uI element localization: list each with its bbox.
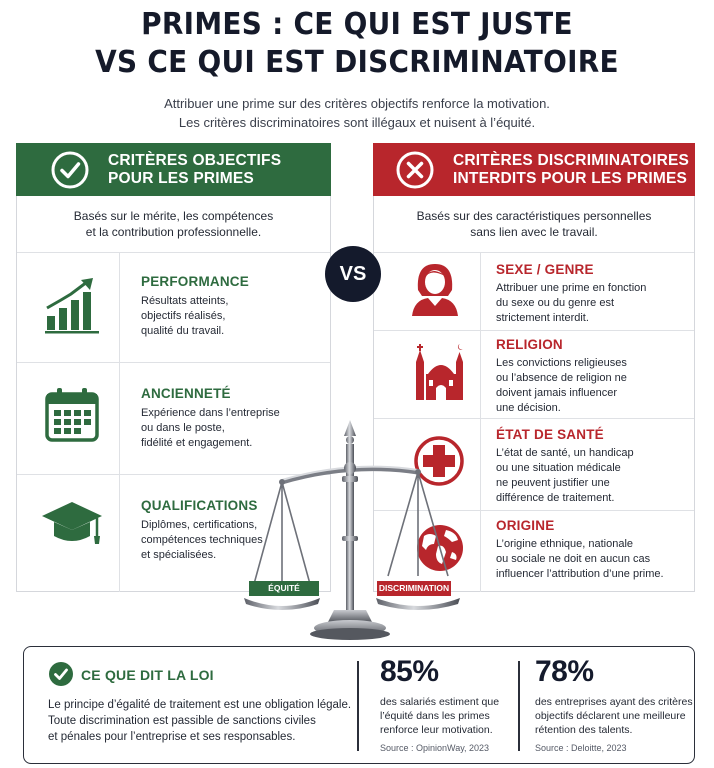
stat-value: 85% [380,655,439,688]
check-circle-icon [50,150,90,190]
woman-icon [408,260,462,318]
criterion-origin-desc [496,537,664,582]
desc-line: fidélité et engagement. [141,437,253,449]
religious-buildings-icon [410,342,466,402]
divider [374,252,694,253]
stat-source: Source : OpinionWay, 2023 [380,743,490,753]
desc-line: L’état de santé, un handicap [496,447,634,459]
desc-line: différence de traitement. [496,492,615,504]
desc-line: influencer l’attribution d’une prime. [496,568,664,580]
stat-source: Source : Deloitte, 2023 [535,743,627,753]
discriminatory-intro-line1: Basés sur des caractéristiques personnelles [416,209,652,223]
criterion-gender-desc [496,281,646,326]
page-subtitle [0,94,714,132]
law-line: Toute discrimination est passible de sanctions civiles [48,715,316,727]
discriminatory-heading-line1: CRITÈRES DISCRIMINATOIRES [453,151,690,169]
law-line: Le principe d’égalité de traitement est une obligation légale. [48,699,352,711]
law-title: CE QUE DIT LA LOI [81,667,214,683]
desc-line: Les convictions religieuses [496,357,627,369]
desc-line: strictement interdit. [496,312,589,324]
graduation-cap-icon [39,496,105,552]
subtitle-line2: Les critères discriminatoires sont illégaux et nuisent à l’équité. [178,115,536,130]
divider [17,252,330,253]
discriminatory-heading-line2: INTERDITS POUR LES PRIMES [453,169,688,187]
column-divider [480,252,481,592]
desc-line: L’origine ethnique, nationale [496,538,634,550]
desc-line: ou l’absence de religion ne [496,372,627,384]
discrimination-label: DISCRIMINATION [377,581,451,596]
discriminatory-intro [374,208,694,240]
objective-criteria-header [16,143,331,196]
criterion-origin-title: ORIGINE [496,518,555,533]
desc-line: du sexe ou du genre est [496,297,615,309]
criterion-religion-title: RELIGION [496,337,563,352]
divider [17,362,330,363]
page-title-line2: VS CE QUI EST DISCRIMINATOIRE [95,45,619,80]
law-panel [23,646,695,764]
desc-line: compétences techniques [141,534,263,546]
stat-description [535,695,693,737]
subtitle-line1: Attribuer une prime sur des critères objectifs renforce la motivation. [164,96,550,111]
equity-label: ÉQUITÉ [249,581,319,596]
desc-line: et spécialisées. [141,549,217,561]
desc-line: ou dans le poste, [141,422,225,434]
criterion-qualifications-title: QUALIFICATIONS [141,498,258,513]
stat-description [380,695,499,737]
column-divider [119,252,120,592]
desc-line: objectifs réalisés, [141,310,226,322]
stat-value: 78% [535,655,594,688]
desc-line: une décision. [496,402,561,414]
objective-heading-line2: POUR LES PRIMES [108,169,254,187]
law-text [48,697,368,745]
criterion-religion-desc [496,356,627,416]
bar-chart-growth-icon [43,276,103,336]
stat-line: des entreprises ayant des critères [535,696,693,708]
desc-line: Expérience dans l’entreprise [141,407,280,419]
vs-badge: VS [325,246,381,302]
check-circle-icon [48,661,74,687]
desc-line: qualité du travail. [141,325,225,337]
page-title [25,6,689,82]
objective-intro [17,208,330,240]
objective-intro-line2: et la contribution professionnelle. [85,225,262,239]
criterion-performance-desc [141,294,228,339]
desc-line: ne peuvent justifier une [496,477,610,489]
discriminatory-intro-line2: sans lien avec le travail. [470,225,598,239]
separator [357,661,359,751]
discriminatory-criteria-header [373,143,695,196]
criterion-health-title: ÉTAT DE SANTÉ [496,427,604,442]
calendar-icon [43,386,101,444]
page-title-line1: PRIMES : CE QUI EST JUSTE [141,7,573,42]
desc-line: doivent jamais influencer [496,387,618,399]
stat-line: renforce leur motivation. [380,724,493,736]
desc-line: Résultats atteints, [141,295,229,307]
stat-line: rétention des talents. [535,724,633,736]
desc-line: ou sociale ne doit en aucun cas [496,553,651,565]
stat-line: l’équité dans les primes [380,710,490,722]
criterion-health-desc [496,446,634,506]
objective-intro-line1: Basés sur le mérite, les compétences [73,209,274,223]
desc-line: Diplômes, certifications, [141,519,258,531]
criterion-seniority-title: ANCIENNETÉ [141,386,231,401]
balance-scale-icon [238,416,474,642]
criterion-gender-title: SEXE / GENRE [496,262,594,277]
objective-heading-line1: CRITÈRES OBJECTIFS [108,151,282,169]
stat-line: objectifs déclarent une meilleure [535,710,686,722]
law-line: et pénales pour l’entreprise et ses responsables. [48,731,296,743]
divider [374,330,694,331]
stat-line: des salariés estiment que [380,696,500,708]
criterion-performance-title: PERFORMANCE [141,274,249,289]
desc-line: ou une situation médicale [496,462,621,474]
desc-line: Attribuer une prime en fonction [496,282,647,294]
separator [518,661,520,751]
cross-circle-icon [395,150,435,190]
